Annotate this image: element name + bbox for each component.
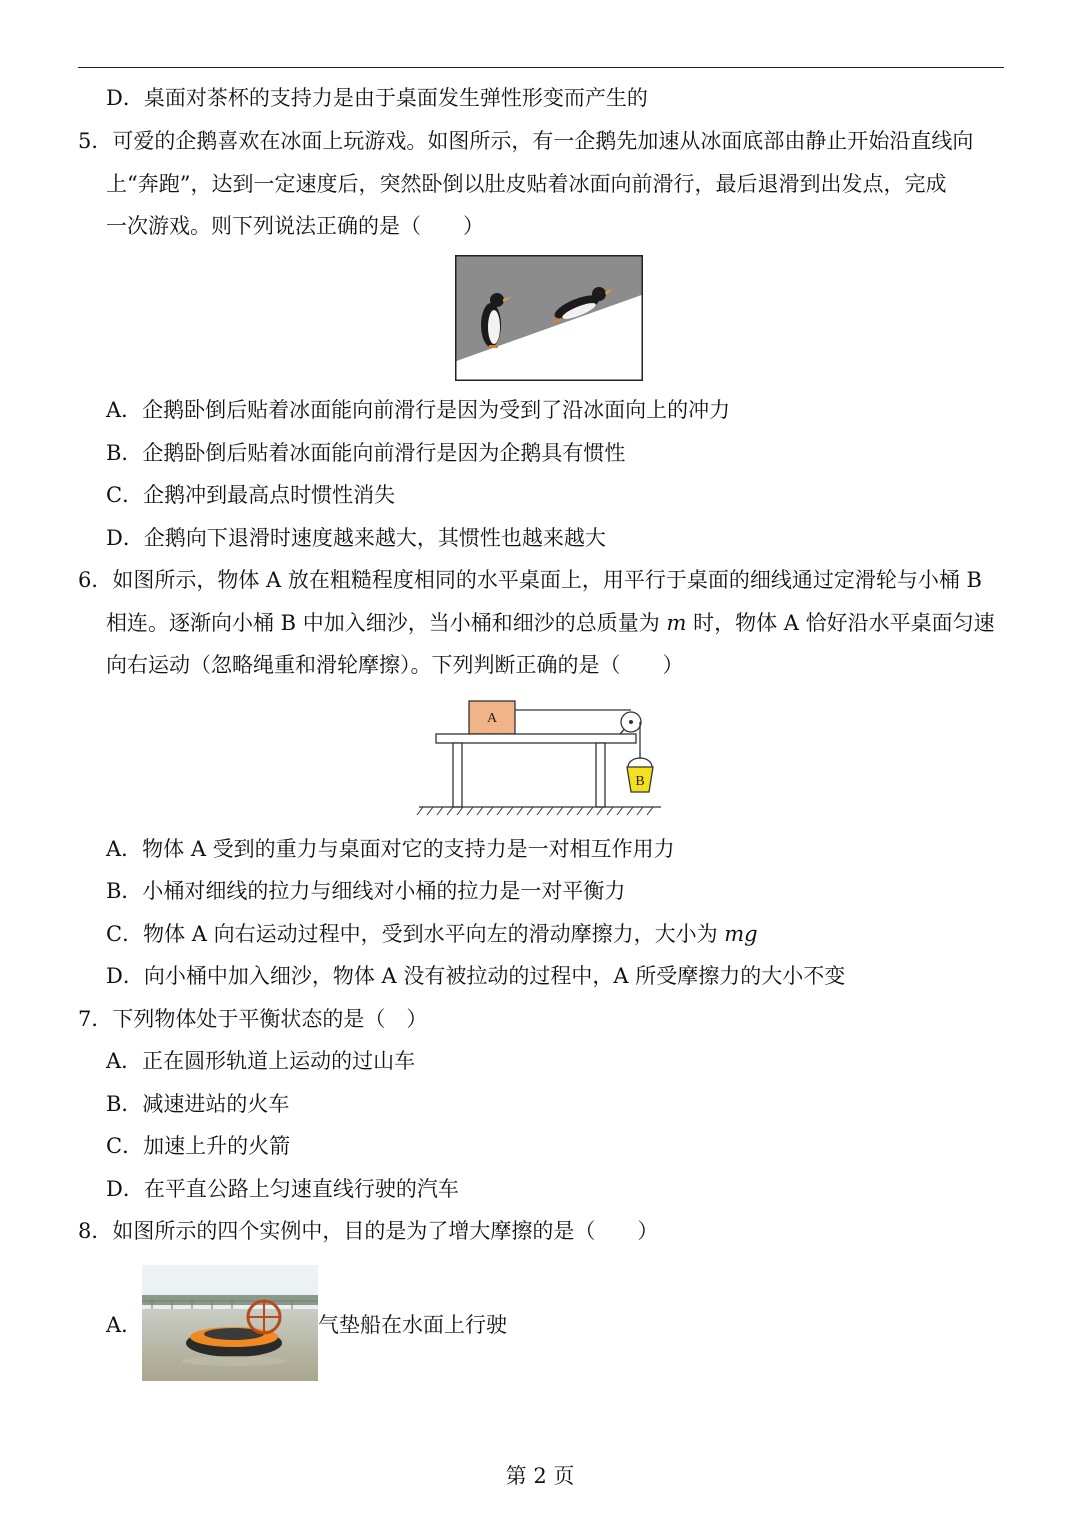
q6-option-d: D．向小桶中加入细沙，物体 A 没有被拉动的过程中，A 所受摩擦力的大小不变: [106, 964, 846, 988]
page-number: 第 2 页: [505, 1464, 575, 1488]
q4-option-d: D．桌面对茶杯的支持力是由于桌面发生弹性形变而产生的: [106, 86, 648, 110]
bucket-handle: [628, 758, 652, 767]
q6-stem-line1: 6．如图所示，物体 A 放在粗糙程度相同的水平桌面上，用平行于桌面的细线通过定滑轮与小桶 B: [78, 568, 982, 592]
q5-stem-line3: 一次游戏。则下列说法正确的是（ ）: [106, 214, 484, 238]
q6-stem-line3: 向右运动（忽略绳重和滑轮摩擦）。下列判断正确的是（ ）: [106, 653, 684, 677]
q5-option-d: D．企鹅向下退滑时速度越来越大，其惯性也越来越大: [106, 526, 606, 550]
q8-option-a-text: 气垫船在水面上行驶: [318, 1313, 507, 1337]
table-top: [436, 734, 636, 743]
q7-option-b: B．减速进站的火车: [106, 1092, 290, 1116]
hovercraft-photo: [142, 1265, 318, 1381]
q6-stem-line2: 相连。逐渐向小桶 B 中加入细沙，当小桶和细沙的总质量为 m 时，物体 A 恰好沿水平桌面匀速: [106, 611, 995, 635]
q5-option-a: A．企鹅卧倒后贴着冰面能向前滑行是因为受到了沿冰面向上的冲力: [106, 398, 731, 422]
var-m: m: [666, 611, 687, 635]
table-leg-left: [453, 743, 462, 807]
q6-option-b: B．小桶对细线的拉力与细线对小桶的拉力是一对平衡力: [106, 879, 626, 903]
q5-option-c: C．企鹅冲到最高点时惯性消失: [106, 483, 396, 507]
q8-option-a-label: A．: [106, 1313, 143, 1337]
q5-stem-line1: 5．可爱的企鹅喜欢在冰面上玩游戏。如图所示，有一企鹅先加速从冰面底部由静止开始沿直线向: [78, 129, 974, 153]
table-pulley-figure: [415, 697, 665, 822]
bucket-b-label: B: [635, 774, 645, 789]
q6-option-c: C．物体 A 向右运动过程中，受到水平向左的滑动摩擦力，大小为 mg: [106, 922, 758, 946]
q6-option-a: A．物体 A 受到的重力与桌面对它的支持力是一对相互作用力: [106, 837, 675, 861]
ground-hatch: [417, 807, 653, 815]
q7-option-c: C．加速上升的火箭: [106, 1134, 291, 1158]
block-a-label: A: [486, 711, 498, 726]
table-leg-right: [596, 743, 605, 807]
var-mg: mg: [724, 922, 758, 946]
q7-stem: 7．下列物体处于平衡状态的是（ ）: [78, 1007, 428, 1031]
header-rule: [78, 67, 1004, 68]
penguin-slope-figure: [455, 255, 643, 381]
q8-stem: 8．如图所示的四个实例中，目的是为了增大摩擦的是（ ）: [78, 1219, 659, 1243]
q7-option-a: A．正在圆形轨道上运动的过山车: [106, 1049, 416, 1073]
q7-option-d: D．在平直公路上匀速直线行驶的汽车: [106, 1177, 459, 1201]
q5-option-b: B．企鹅卧倒后贴着冰面能向前滑行是因为企鹅具有惯性: [106, 441, 626, 465]
q5-stem-line2: 上“奔跑”，达到一定速度后，突然卧倒以肚皮贴着冰面向前滑行，最后退滑到出发点，完成: [106, 172, 947, 196]
